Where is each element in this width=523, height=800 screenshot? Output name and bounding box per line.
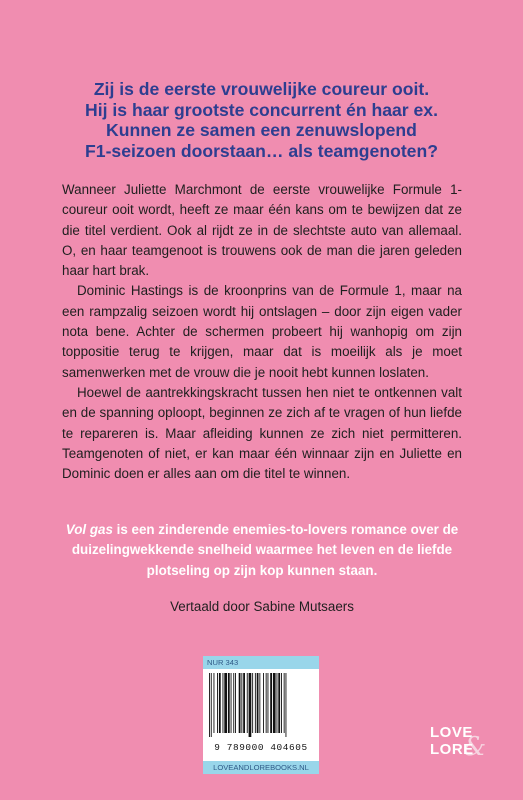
logo-word-lore: LORE bbox=[430, 741, 474, 758]
barcode-bar bbox=[219, 673, 221, 733]
barcode-bar bbox=[259, 673, 260, 733]
barcode-bar bbox=[255, 673, 256, 733]
barcode-bar bbox=[235, 673, 236, 733]
barcode-bar bbox=[231, 673, 232, 733]
barcode-bar bbox=[284, 673, 285, 733]
tagline bbox=[40, 79, 483, 161]
publisher-url: LOVEANDLOREBOOKS.NL bbox=[203, 761, 319, 774]
barcode-bar bbox=[224, 673, 227, 733]
book-title: Vol gas bbox=[65, 522, 113, 537]
barcode-bar bbox=[270, 673, 272, 733]
barcode-bar bbox=[223, 673, 224, 733]
logo-ampersand: & bbox=[463, 732, 487, 762]
closing-statement bbox=[62, 520, 462, 581]
blurb bbox=[62, 180, 462, 484]
translator-credit: Vertaald door Sabine Mutsaers bbox=[170, 599, 354, 614]
barcode-bar bbox=[266, 673, 267, 733]
tagline-line: F1-seizoen doorstaan… als teamgenoten? bbox=[85, 140, 438, 161]
barcode-bar bbox=[281, 673, 282, 733]
barcode-bar bbox=[278, 673, 280, 733]
barcode-bar bbox=[273, 673, 276, 733]
barcode-bar bbox=[257, 673, 259, 733]
logo-word-love: LOVE bbox=[430, 724, 473, 741]
barcode-bar bbox=[277, 673, 278, 733]
barcode-bar bbox=[268, 673, 269, 733]
blurb-paragraph: Hoewel de aantrekkingskracht tussen hen niet te ontkennen valt en de spanning oploopt, beginnen ze zich af te vragen of hun liefde te repareren is. Maar afleiding kunnen ze zich niet permitteren. Teamgenoten of niet, er kan maar één winnaar zijn en Juliette en Dominic doen er alles aan om die titel te winnen. bbox=[62, 384, 462, 482]
barcode-bar bbox=[233, 673, 234, 733]
barcode-bar bbox=[286, 673, 287, 737]
barcode-bar bbox=[239, 673, 241, 733]
barcode-bar bbox=[217, 673, 218, 733]
nur-code: NUR 343 bbox=[203, 656, 319, 669]
barcode-bar bbox=[211, 673, 212, 737]
blurb-paragraph: Wanneer Juliette Marchmont de eerste vrouwelijke Formule 1-coureur ooit wordt, heeft ze maar één kans om te bewijzen dat ze die titel verdient. Ook al rijdt ze in de slechtste auto van allemaal. O, en haar teamgenoot is trouwens ook de man die jaren geleden haar hart brak. bbox=[62, 182, 462, 279]
barcode-bar bbox=[243, 673, 245, 733]
barcode-bar bbox=[228, 673, 230, 733]
closing-text: is een zinderende enemies-to-lovers romance over de duizelingwekkende snelheid waarmee het leven en de liefde plotseling op zijn kop kunnen staan. bbox=[71, 522, 459, 578]
barcode-bar bbox=[209, 673, 210, 737]
blurb-paragraph: Dominic Hastings is de kroonprins van de Formule 1, maar na een rampzalig seizoen wordt hij ontslagen – door zijn eigen vader nota bene. Achter de schermen probeert hij wanhopig om zijn toppositie terug te krijgen, maar dat is moeilijk als je moet samenwerken met de vrouw die je nooit hebt kunnen loslaten. bbox=[62, 283, 462, 380]
tagline-line: Hij is haar grootste concurrent én haar ex. bbox=[85, 99, 438, 120]
barcode-bar bbox=[214, 673, 215, 733]
barcode-bar bbox=[252, 673, 253, 733]
barcode-panel bbox=[203, 656, 319, 774]
barcode-bar bbox=[263, 673, 264, 733]
isbn-number: 9 789000 404605 bbox=[214, 742, 308, 753]
tagline-line: Kunnen ze samen een zenuwslopend bbox=[106, 120, 417, 140]
publisher-logo bbox=[430, 725, 490, 769]
barcode-graphic bbox=[207, 673, 315, 737]
barcode-bar bbox=[241, 673, 242, 733]
barcode-bar bbox=[249, 673, 252, 737]
barcode-bar bbox=[247, 673, 248, 733]
tagline-line: Zij is de eerste vrouwelijke coureur ooit. bbox=[93, 79, 430, 99]
